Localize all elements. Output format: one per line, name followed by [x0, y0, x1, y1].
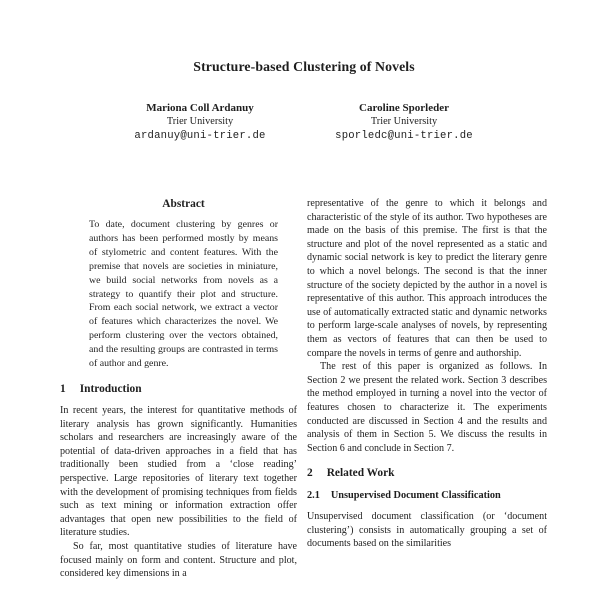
paper-title: Structure-based Clustering of Novels — [193, 59, 415, 74]
subsection-heading-unsupervised — [307, 489, 547, 502]
abstract-text: To date, document clustering by genres or authors has been performed mostly by means of stylometric and content features. With the premise that novels are societies in miniature, we build social networks from novels as a strategy to quantify their plot and structure. From each social network, we extract a vector of features which characterizes the novel. We perform clustering over the vectors obtained, and the resulting groups are contrasted in terms of author and genre. — [89, 219, 278, 370]
section-title: Related Work — [326, 467, 395, 480]
section-number: 1 — [60, 382, 66, 395]
author-name: Caroline Sporleder — [359, 102, 449, 114]
right-column — [307, 197, 547, 551]
author-email: ardanuy@uni-trier.de — [134, 130, 266, 142]
section-number: 2 — [307, 467, 313, 480]
intro-paragraph-1: In recent years, the interest for quantitative methods of literary analysis has grown significantly. Humanities scholars and researchers are increasingly aware of the potential of data-driven approaches in a field that has traditionally been studied from a ‘close reading’ perspective. Large repositories of literary text together with the development of promising techniques from fields such as text mining or information extraction offer advantages that open new possibilities to the field of literature studies. — [60, 404, 297, 539]
author-name: Mariona Coll Ardanuy — [146, 102, 254, 114]
section-title: Introduction — [79, 382, 142, 395]
left-column — [60, 197, 297, 581]
intro-paragraph-2: So far, most quantitative studies of literature have focused mainly on form and content. Structure and plot, considered key dimensions in a — [60, 540, 297, 580]
author-block-1 — [95, 101, 305, 144]
abstract-heading: Abstract — [162, 198, 205, 210]
related-work-paragraph-1: Unsupervised document classification (or ‘document clustering’) consists in automatically grouping a set of documents based on the similarities — [307, 511, 547, 550]
section-heading-introduction — [60, 382, 297, 396]
paper-outline-paragraph: The rest of this paper is organized as follows. In Section 2 we present the related work. Section 3 describes the method employed in turning a novel into the vector of features chosen to characterize it. The experiments conducted are discussed in Section 4 and the results and analysis of them in Section 5. We discuss the results in Section 6 and conclude in Section 7. — [307, 361, 547, 454]
author-email: sporledc@uni-trier.de — [335, 130, 473, 142]
section-heading-related-work — [307, 466, 547, 480]
subsection-title: Unsupervised Document Classification — [330, 490, 501, 502]
author-block-2 — [299, 101, 509, 144]
abstract-block — [89, 197, 278, 371]
author-affiliation: Trier University — [166, 116, 234, 127]
author-affiliation: Trier University — [370, 116, 438, 127]
subsection-number: 2.1 — [307, 490, 320, 502]
continuation-paragraph: representative of the genre to which it belongs and characteristic of the style of its author. Two hypotheses are made on the basis of this premise. The first is that the structure and plot of the novel represented as a static and dynamic social network is key to predict the literary genre to which a novel belongs. The second is that the inner structure of the society depicted by the author in a novel is representative of this author. This approach introduces the use of automatically extracted static and dynamic networks to perform large-scale analyses of novels, by representing them as vectors of features that can then be used to compare the novels in terms of genre and authorship. — [307, 198, 547, 359]
